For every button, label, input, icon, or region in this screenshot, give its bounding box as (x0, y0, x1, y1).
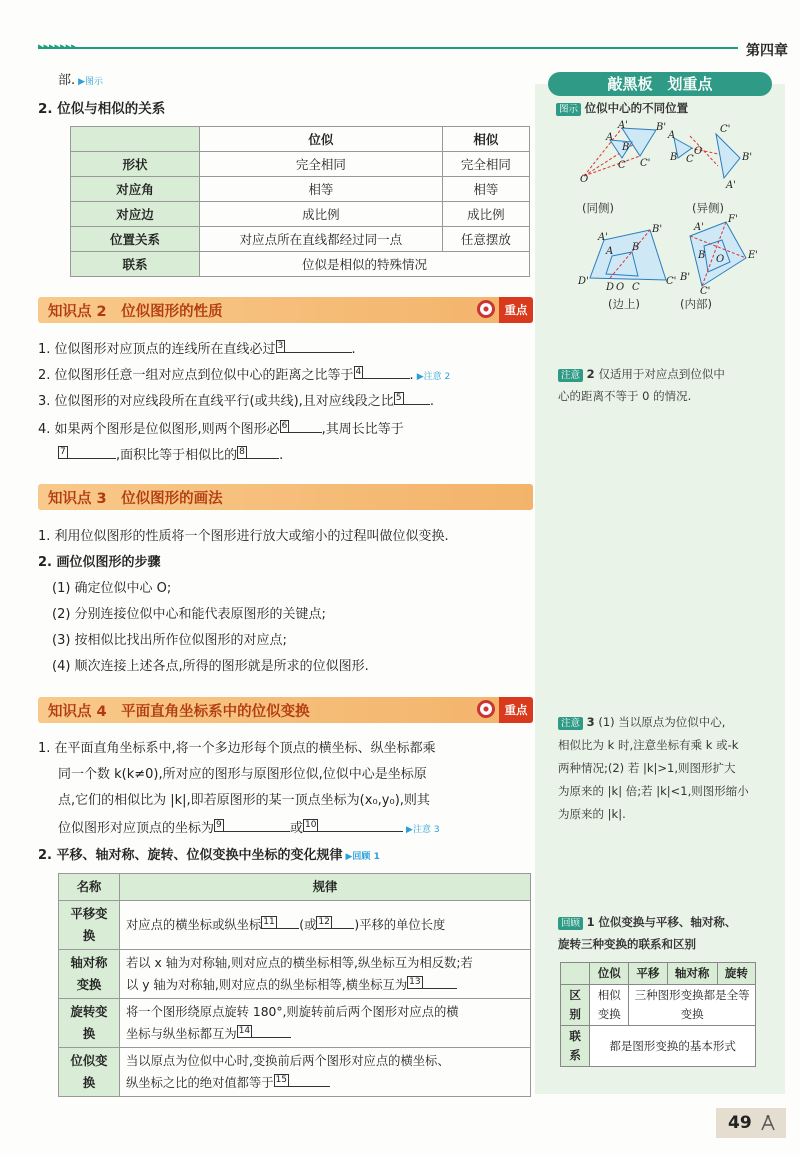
cell: 完全相同 (442, 152, 529, 177)
svg-text:B': B' (652, 224, 663, 235)
answer-blank[interactable] (276, 338, 352, 353)
svg-text:O: O (694, 146, 703, 157)
svg-text:A': A' (598, 232, 608, 243)
figure-ref-tag[interactable]: ▶图示 (78, 77, 104, 87)
table-row (71, 152, 530, 177)
target-icon (477, 300, 495, 318)
kp4-banner (38, 697, 533, 723)
svg-text:F': F' (728, 214, 738, 225)
cell-text: 当以原点为位似中心时,变换前后两个图形对应点的横坐标、 (126, 1054, 450, 1068)
kp2-item-4-cont (58, 444, 283, 467)
table-row (561, 985, 756, 1026)
svg-text:A: A (668, 130, 676, 141)
row-header: 对应角 (71, 177, 200, 202)
blank-number: 15 (275, 1075, 288, 1085)
answer-blank[interactable] (237, 1023, 291, 1038)
page-number-text: 49 (728, 1113, 752, 1133)
row-header: 形状 (71, 152, 200, 177)
svg-text:C: C (618, 160, 626, 171)
review-1-line-1 (558, 912, 736, 933)
rules-table (58, 873, 531, 1097)
figure-caption-line (556, 98, 688, 119)
row-header: 联系 (71, 252, 200, 277)
table-header (561, 963, 756, 985)
note-chip: 注意 (558, 717, 583, 730)
page-number (716, 1108, 786, 1138)
answer-blank[interactable] (237, 444, 279, 459)
svg-text:O: O (716, 254, 725, 265)
review-text: 旋转三种变换的联系和区别 (558, 937, 696, 951)
cell-text: )平移的单位长度 (354, 918, 446, 932)
cell: 任意摆放 (442, 227, 529, 252)
kp3-title: 知识点 3 位似图形的画法 (48, 491, 223, 507)
note-ref-tag[interactable]: ▶注意 3 (406, 825, 440, 835)
answer-blank[interactable] (58, 444, 116, 459)
kp3-banner (38, 484, 533, 510)
svg-text:O: O (580, 174, 589, 185)
header-cell (71, 127, 200, 152)
item-text: 4. 如果两个图形是位似图形,则两个图形必 (38, 422, 280, 437)
header-cell: 轴对称 (667, 963, 717, 985)
note-text: 心的距离不等于 0 的情况. (558, 389, 692, 403)
figure-caption: (同侧) (582, 201, 614, 215)
kp4-para-line: 点,它们的相似比为 |k|,即若原图形的某一顶点坐标为(x₀,y₀),则其 (58, 793, 430, 808)
header-cell: 平移 (629, 963, 667, 985)
note-text: 相似比为 k 时,注意坐标有乘 k 或-k (558, 738, 739, 752)
cell-text: 对应点的横坐标或纵坐标 (126, 918, 262, 932)
item-text: ,其周长比等于 (321, 422, 404, 437)
cell-text: 坐标与纵坐标都互为 (126, 1027, 237, 1041)
note-text: (1) 当以原点为位似中心, (598, 715, 726, 729)
svg-text:E': E' (748, 250, 759, 261)
cell (120, 1048, 531, 1097)
row-header: 旋转变换 (59, 999, 120, 1048)
header-cell: 旋转 (717, 963, 755, 985)
answer-blank[interactable] (407, 974, 457, 989)
item-text: 位似图形对应顶点的坐标为 (58, 821, 215, 836)
blank-number: 13 (409, 977, 421, 987)
note-text: 为原来的 |k|. (558, 807, 626, 821)
row-header: 平移变换 (59, 901, 120, 950)
svg-text:D: D (606, 282, 615, 293)
kp3-steps-title: 2. 画位似图形的步骤 (38, 555, 161, 570)
svg-text:C': C' (700, 286, 711, 297)
note-number: 2 (586, 367, 595, 381)
table-header (59, 874, 531, 901)
blank-number: 6 (281, 421, 288, 431)
svg-text:A': A' (726, 180, 736, 191)
blank-number: 4 (355, 367, 362, 377)
table-row (71, 252, 530, 277)
cell (120, 999, 531, 1048)
row-header: 轴对称变换 (59, 950, 120, 999)
note-text: 两种情况;(2) 若 |k|>1,则图形扩大 (558, 761, 736, 775)
note-chip: 注意 (558, 369, 583, 382)
key-badge: 重点 (499, 697, 533, 723)
answer-blank[interactable] (354, 364, 410, 379)
table-row (71, 177, 530, 202)
review-ref-tag[interactable]: ▶回顾 1 (345, 852, 380, 862)
kp4-line-2 (38, 845, 380, 868)
item-text: 1. 位似图形对应顶点的连线所在直线必过 (38, 342, 276, 357)
comparison-table (560, 962, 756, 1067)
cell: 相等 (442, 177, 529, 202)
table-row (59, 950, 531, 999)
table-row (59, 999, 531, 1048)
section-title: 2. 位似与相似的关系 (38, 101, 166, 117)
note-ref-tag[interactable]: ▶注意 2 (416, 372, 451, 382)
answer-blank[interactable] (394, 390, 430, 405)
key-badge: 重点 (499, 297, 533, 323)
sidebar-title: 敲黑板 划重点 (548, 72, 772, 96)
header-cell: 位似 (590, 963, 629, 985)
blank-number: 10 (305, 820, 317, 830)
answer-blank[interactable] (214, 817, 290, 832)
item-text: 2. 位似图形任意一组对应点到位似中心的距离之比等于 (38, 368, 354, 383)
cell: 位似是相似的特殊情况 (200, 252, 530, 277)
cell: 完全相同 (200, 152, 443, 177)
answer-blank[interactable] (261, 914, 299, 929)
header-cell: 位似 (200, 127, 443, 152)
cell (120, 950, 531, 999)
kp3-step: (2) 分别连接位似中心和能代表原图形的关键点; (52, 607, 326, 622)
svg-text:C': C' (720, 124, 731, 135)
row-header: 对应边 (71, 202, 200, 227)
blank-number: 5 (395, 393, 402, 403)
svg-text:C: C (632, 282, 640, 293)
figure-caption: (内部) (680, 297, 712, 311)
svg-text:C: C (686, 154, 694, 165)
cell-text: 将一个图形绕原点旋转 180°,则旋转前后两个图形对应点的横 (126, 1005, 459, 1019)
item-text: ,面积比等于相似比的 (116, 448, 238, 463)
kp2-item-3 (38, 390, 434, 413)
cell: 相似变换 (590, 985, 629, 1026)
svg-text:C': C' (640, 158, 651, 169)
figure-caption: (异侧) (692, 201, 724, 215)
svg-text:A': A' (694, 222, 704, 233)
header-cell: 名称 (59, 874, 120, 901)
figure-caption: (边上) (608, 297, 640, 311)
item-text: 2. 平移、轴对称、旋转、位似变换中坐标的变化规律 (38, 848, 343, 863)
cell: 相等 (200, 177, 443, 202)
intro-line (58, 70, 103, 93)
table-row (71, 227, 530, 252)
table-row (561, 1026, 756, 1067)
svg-text:A': A' (618, 120, 628, 131)
table-row (59, 901, 531, 950)
svg-text:D': D' (578, 276, 589, 287)
svg-text:B: B (622, 142, 630, 153)
note-text: 仅适用于对应点到位似中 (598, 367, 725, 381)
item-text: 或 (290, 821, 304, 836)
svg-text:B: B (632, 242, 640, 253)
kp2-banner (38, 297, 533, 323)
answer-blank[interactable] (274, 1072, 330, 1087)
svg-text:B': B' (680, 272, 691, 283)
figure-chip: 图示 (556, 103, 581, 116)
svg-text:A: A (606, 132, 614, 143)
note-3-line-1 (558, 712, 725, 733)
svg-text:B': B' (656, 122, 667, 133)
header-cell: 规律 (120, 874, 531, 901)
row-header: 区别 (561, 985, 590, 1026)
kp3-line-1: 1. 利用位似图形的性质将一个图形进行放大或缩小的过程叫做位似变换. (38, 529, 449, 544)
answer-blank[interactable] (316, 914, 354, 929)
table-row (59, 1048, 531, 1097)
svg-text:B: B (670, 152, 678, 163)
svg-text:C': C' (666, 276, 677, 287)
header-rule (38, 47, 738, 49)
table-row (71, 202, 530, 227)
item-text: . (429, 394, 434, 409)
intro-text: 部. (58, 73, 76, 88)
review-text: 位似变换与平移、轴对称、 (598, 915, 737, 929)
kp2-item-2 (38, 364, 450, 388)
note-number: 3 (586, 715, 595, 729)
answer-blank[interactable] (280, 418, 322, 433)
blank-number: 8 (239, 447, 245, 457)
header-cell (561, 963, 590, 985)
row-header: 位置关系 (71, 227, 200, 252)
target-icon (477, 700, 495, 718)
cell: 成比例 (442, 202, 529, 227)
kp4-para-line (58, 817, 440, 841)
cell (120, 901, 531, 950)
header-cell: 相似 (442, 127, 529, 152)
blank-number: 14 (238, 1026, 251, 1036)
cell-text: 若以 x 轴为对称轴,则对应点的横坐标相等,纵坐标互为相反数;若 (126, 956, 473, 970)
kp2-title: 知识点 2 位似图形的性质 (48, 304, 223, 320)
kp2-item-4 (38, 418, 404, 441)
note-text: 为原来的 |k| 倍;若 |k|<1,则图形缩小 (558, 784, 749, 798)
blank-number: 11 (263, 917, 275, 927)
cell: 三种图形变换都是全等变换 (629, 985, 756, 1026)
kp3-step: (1) 确定位似中心 O; (52, 581, 172, 596)
note-2-line-1 (558, 364, 725, 385)
cell: 对应点所在直线都经过同一点 (200, 227, 443, 252)
kp4-title: 知识点 4 平面直角坐标系中的位似变换 (48, 704, 310, 720)
answer-blank[interactable] (303, 817, 403, 832)
row-header: 联系 (561, 1026, 590, 1067)
kp2-item-1 (38, 338, 356, 361)
kp4-para-line: 1. 在平面直角坐标系中,将一个多边形每个顶点的横坐标、纵坐标都乘 (38, 741, 436, 756)
cell: 都是图形变换的基本形式 (590, 1026, 756, 1067)
svg-text:B: B (698, 250, 706, 261)
kp4-para-line: 同一个数 k(k≠0),所对应的图形与原图形位似,位似中心是坐标原 (58, 767, 427, 782)
item-text: . (351, 342, 356, 357)
blank-number: 7 (60, 447, 66, 457)
cell-text: (或 (299, 918, 317, 932)
figure-title: 位似中心的不同位置 (584, 101, 689, 115)
table-header (71, 127, 530, 152)
cell-text: 纵坐标之比的绝对值都等于 (126, 1076, 274, 1090)
review-number: 1 (586, 915, 595, 929)
item-text: . (409, 368, 414, 383)
blank-number: 3 (277, 341, 284, 351)
review-chip: 回顾 (558, 917, 583, 930)
blank-number: 9 (216, 820, 222, 830)
compass-icon (758, 1114, 778, 1132)
kp3-step: (4) 顺次连接上述各点,所得的图形就是所求的位似图形. (52, 659, 369, 674)
item-text: 3. 位似图形的对应线段所在直线平行(或共线),且对应线段之比 (38, 394, 394, 409)
svg-text:B': B' (742, 152, 753, 163)
row-header: 位似变换 (59, 1048, 120, 1097)
item-text: . (279, 448, 284, 463)
cell: 成比例 (200, 202, 443, 227)
relation-table (70, 126, 530, 277)
svg-text:A: A (606, 246, 614, 257)
chapter-label: 第四章 (746, 43, 788, 59)
svg-text:O: O (616, 282, 625, 293)
kp3-step: (3) 按相似比找出所作位似图形的对应点; (52, 633, 287, 648)
blank-number: 12 (318, 917, 330, 927)
cell-text: 以 y 轴为对称轴,则对应点的纵坐标相等,横坐标互为 (126, 978, 408, 992)
